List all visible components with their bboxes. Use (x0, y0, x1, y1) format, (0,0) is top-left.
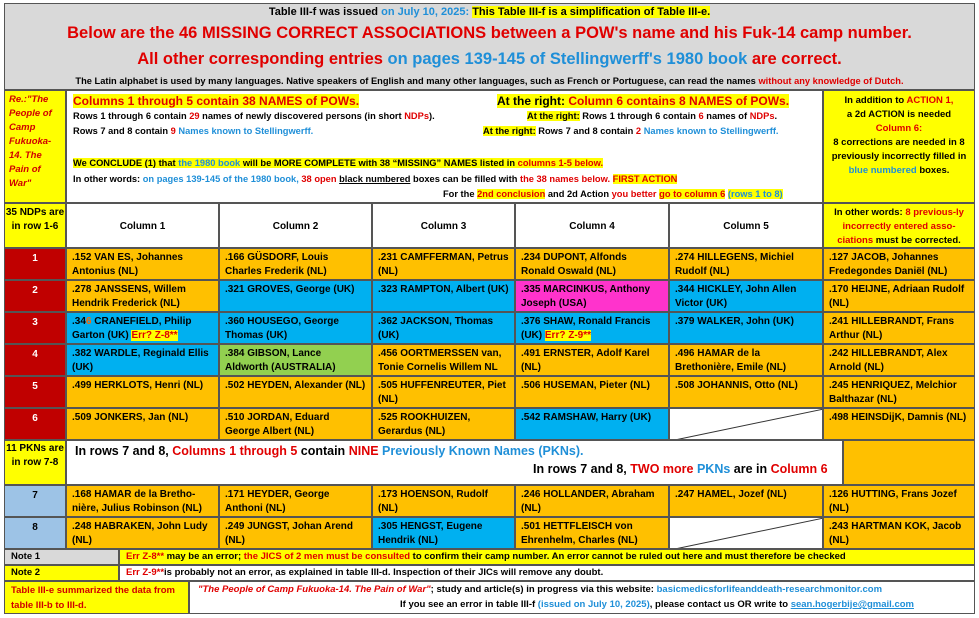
table-cell (66, 312, 219, 344)
table-cell: .382 WARDLE, Reginald Ellis (UK) (66, 344, 219, 376)
cell-part-highlight: 6 (85, 316, 92, 327)
row-number-5: 5 (4, 376, 66, 408)
right-mid-a3: must be corrected. (875, 235, 961, 246)
column-5-header: Column 5 (669, 203, 823, 248)
issue-text: Table III-f was issued (268, 6, 379, 18)
table-cell: .384 GIBSON, Lance Aldworth (AUSTRALIA) (219, 344, 372, 376)
note-1-text (119, 549, 975, 565)
intro-h2: on pages 139-145 of the 1980 book, (142, 174, 299, 184)
table-cell: .278 JANSSENS, Willem Hendrik Frederick (NL) (66, 280, 219, 312)
pkn-b1: In rows 7 and 8, (533, 462, 627, 476)
table-cell: .173 HOENSON, Rudolf (NL) (372, 485, 515, 517)
empty-cell (669, 408, 823, 440)
row-number-8: 8 (4, 517, 66, 549)
pkn-line-a (75, 444, 584, 458)
intro-line-c (73, 111, 435, 121)
note-1-b: may be an error; (166, 551, 242, 562)
footer-b2: (issued on July 10, 2025) (537, 599, 650, 610)
right-top-d: 8 corrections are needed in 8 previously incorrectly filled in (831, 137, 967, 162)
footer-right (189, 581, 975, 614)
intro-f2: Rows 7 and 8 contain (538, 126, 634, 136)
table-cell-col6: .243 HARTMAN KOK, Jacob (NL) (823, 517, 975, 549)
intro-h6: the 38 names below. (519, 174, 611, 184)
line4-part-a: The Latin alphabet is used by many languages. Native speakers of English and many other languages, such as French or Portuguese, can read the names (75, 76, 756, 86)
intro-d5: NDPs (749, 111, 775, 121)
intro-d4: names of (706, 111, 748, 121)
table-cell: .542 RAMSHAW, Harry (UK) (515, 408, 669, 440)
right-top-a1: In addition to (844, 95, 905, 106)
row-number-1: 1 (4, 248, 66, 280)
pkn-b2: TWO more (630, 462, 694, 476)
note-2-text (119, 565, 975, 581)
table-cell: .509 JONKERS, Jan (NL) (66, 408, 219, 440)
intro-i6: (rows 1 to 8) (727, 189, 783, 199)
right-top-e1: blue numbered (848, 165, 917, 176)
intro-i4: you better (611, 189, 657, 199)
table-cell: .362 JACKSON, Thomas (UK) (372, 312, 515, 344)
intro-e1: Rows 7 and 8 contain (73, 126, 169, 136)
pkn-b4: are in (733, 462, 768, 476)
intro-g3: will be MORE COMPLETE with 38 “MISSING” NAMES listed in (242, 158, 516, 168)
right-mid-box (823, 203, 975, 248)
header-title: Below are the 46 MISSING CORRECT ASSOCIATIONS between a POW's name and his Fuk-14 camp number. (67, 24, 912, 42)
intro-b2: Column 6 contains (568, 94, 676, 108)
table-cell: .274 HILLEGENS, Michiel Rudolf (NL) (669, 248, 823, 280)
right-mid-a1: In other words: (834, 207, 903, 218)
table-cell-col6: .126 HUTTING, Frans Jozef (NL) (823, 485, 975, 517)
intro-b1: At the right: (497, 94, 565, 108)
footer-a2: ; study and article(s) in progress via this website: (430, 584, 654, 595)
pkn-line-b (533, 462, 828, 476)
table-cell: .502 HEYDEN, Alexander (NL) (219, 376, 372, 408)
pkn-a4: NINE (348, 444, 379, 458)
error-flag-z8: Err? Z-8** (131, 330, 178, 341)
line3-part-b: on pages 139-145 of Stellingwerff's 1980 book (387, 50, 748, 68)
intro-h3: 38 open (301, 174, 337, 184)
intro-c1: Rows 1 through 6 contain (73, 111, 187, 121)
issue-date: on July 10, 2025: (381, 6, 470, 18)
intro-h4: black numbered (339, 174, 411, 184)
intro-g4: columns 1-5 below. (517, 158, 604, 168)
ndp-label: 35 NDPs are in row 1-6 (4, 203, 66, 248)
line3-part-a: All other corresponding entries (137, 50, 383, 68)
table-cell-col6: .498 HEINSDijK, Damnis (NL) (823, 408, 975, 440)
intro-h5: boxes can be filled with (413, 174, 518, 184)
column-1-header: Column 1 (66, 203, 219, 248)
intro-g1: We CONCLUDE (1) that (73, 158, 176, 168)
intro-h7: FIRST ACTION (612, 174, 678, 184)
intro-i5: go to column 6 (659, 189, 726, 199)
column-2-header: Column 2 (219, 203, 372, 248)
right-top-c: Column 6: (875, 123, 923, 134)
note-2-flag: Err Z-9** (126, 567, 165, 578)
intro-f1: At the right: (483, 126, 536, 136)
footer-b1: If you see an error in table III-f (400, 599, 536, 610)
intro-box (66, 90, 823, 203)
header-box (4, 3, 975, 90)
pkn-a1: In rows 7 and 8, (75, 444, 169, 458)
intro-f4: Names known to Stellingwerff. (643, 126, 779, 136)
intro-a2: 38 NAMES of POWs. (242, 94, 360, 108)
table-cell: .505 HUFFENREUTER, Piet (NL) (372, 376, 515, 408)
table-cell: .379 WALKER, John (UK) (669, 312, 823, 344)
table-cell: .344 HICKLEY, John Allen Victor (UK) (669, 280, 823, 312)
pkn-b5: Column 6 (770, 462, 828, 476)
pkn-a2: Columns 1 through 5 (172, 444, 298, 458)
intro-line-a (73, 94, 359, 108)
pkn-label: 11 PKNs are in row 7-8 (4, 440, 66, 485)
table-cell: .510 JORDAN, Eduard George Albert (NL) (219, 408, 372, 440)
table-cell: .305 HENGST, Eugene Hendrik (NL) (372, 517, 515, 549)
table-cell: .508 JOHANNIS, Otto (NL) (669, 376, 823, 408)
right-mid-a2: 8 previous-ly incorrectly entered asso-ciations (837, 207, 964, 246)
intro-d1: At the right: (527, 111, 580, 121)
email-link[interactable]: sean.hogerbije@gmail.com (790, 599, 914, 610)
table-cell: .360 HOUSEGO, George Thomas (UK) (219, 312, 372, 344)
cell-part: CRANEFIELD, Philip Garton (UK) (72, 316, 192, 341)
intro-line-f (483, 126, 779, 136)
table-cell-col6: .170 HEIJNE, Adriaan Rudolf (NL) (823, 280, 975, 312)
intro-f3: 2 (635, 126, 642, 136)
table-cell: .506 HUSEMAN, Pieter (NL) (515, 376, 669, 408)
right-top-a2: ACTION 1, (906, 95, 954, 106)
error-flag-z9: Err? Z-9** (544, 330, 592, 341)
table-cell (515, 312, 669, 344)
table-cell: .456 OORTMERSSEN van, Tonie Cornelis Willem NL (372, 344, 515, 376)
footer-b3: , please contact us OR write to (649, 599, 789, 610)
intro-c5: ). (429, 111, 435, 121)
cell-part: .376 SHAW, Ronald Francis (UK) (521, 316, 651, 341)
intro-b3: 8 NAMES of POWs. (679, 94, 790, 108)
note-1-flag: Err Z-8** (126, 551, 165, 562)
pkn-right-fill (843, 440, 975, 485)
table-cell: .231 CAMFFERMAN, Petrus (NL) (372, 248, 515, 280)
line3-part-c: are correct. (751, 50, 842, 68)
right-top-e (826, 164, 972, 178)
intro-i2: 2nd conclusion (477, 189, 546, 199)
table-cell-col6: .127 JACOB, Johannes Fredegondes Daniël (NL) (823, 248, 975, 280)
re-box: Re.:"The People of Camp Fukuoka-14. The Pain of War" (4, 90, 66, 203)
simplification-note: This Table III-f is a simplification of Table III-e. (472, 6, 711, 18)
intro-d3: 6 (698, 111, 704, 121)
intro-line-d: At the right: Rows 1 through 6 contain 6 names of NDPs. (527, 111, 778, 121)
empty-cell (669, 517, 823, 549)
row-number-6: 6 (4, 408, 66, 440)
intro-i1: For the (443, 189, 475, 199)
intro-line-b (497, 94, 789, 108)
footer-line-a (198, 584, 882, 595)
intro-line-e (73, 126, 313, 136)
intro-c4: NDPs (404, 111, 429, 121)
note-1-c: the JICS of 2 men must be consulted (243, 551, 411, 562)
right-top-b: a 2d ACTION is needed (846, 109, 952, 120)
table-cell: .321 GROVES, George (UK) (219, 280, 372, 312)
table-cell: .249 JUNGST, Johan Arend (NL) (219, 517, 372, 549)
table-cell: .499 HERKLOTS, Henri (NL) (66, 376, 219, 408)
note-1-d: to confirm their camp number. An error cannot be ruled out here and must therefore be checked (412, 551, 846, 562)
table-cell: .491 ERNSTER, Adolf Karel (NL) (515, 344, 669, 376)
note-2-b: is probably not an error, as explained in table III-d. Inspection of their JICs will remove any doubt. (164, 567, 604, 578)
footer-left: Table III-e summarized the data from table III-b to III-d. (4, 581, 189, 614)
table-cell-col6: .241 HILLEBRANDT, Frans Arthur (NL) (823, 312, 975, 344)
table-cell: .501 HETTFLEISCH von Ehrenhelm, Charles (NL) (515, 517, 669, 549)
table-cell-col6: .242 HILLEBRANDT, Alex Arnold (NL) (823, 344, 975, 376)
table-cell: .171 HEYDER, George Anthoni (NL) (219, 485, 372, 517)
table-cell: .166 GÜSDORF, Louis Charles Frederik (NL) (219, 248, 372, 280)
pkn-b3: PKNs (696, 462, 731, 476)
header-line1 (5, 6, 974, 18)
intro-c2: 29 (189, 111, 200, 121)
intro-h1: In other words: (73, 174, 141, 184)
intro-line-i (443, 189, 783, 199)
row-number-2: 2 (4, 280, 66, 312)
note-1-label: Note 1 (4, 549, 119, 565)
column-4-header: Column 4 (515, 203, 669, 248)
intro-a1: Columns 1 through 5 contain (73, 94, 240, 108)
note-2-label: Note 2 (4, 565, 119, 581)
table-cell: .248 HABRAKEN, John Ludy (NL) (66, 517, 219, 549)
intro-d2: Rows 1 through 6 contain (582, 111, 696, 121)
table-cell: .168 HAMAR de la Bretho-nière, Julius Robinson (NL) (66, 485, 219, 517)
diagonal-line (670, 518, 823, 549)
table-cell: .496 HAMAR de la Brethonière, Emile (NL) (669, 344, 823, 376)
row-number-3: 3 (4, 312, 66, 344)
pkn-text-box (66, 440, 843, 485)
footer-study-title: "The People of Camp Fukuoka-14. The Pain of War" (198, 584, 431, 595)
table-cell: .247 HAMEL, Jozef (NL) (669, 485, 823, 517)
pkn-a5: Previously Known Names (PKNs). (382, 444, 584, 458)
line4-part-b: without any knowledge of Dutch. (758, 76, 904, 86)
table-cell: .234 DUPONT, Alfonds Ronald Oswald (NL) (515, 248, 669, 280)
table-cell: .152 VAN ES, Johannes Antonius (NL) (66, 248, 219, 280)
table-cell-col6: .245 HENRIQUEZ, Melchior Balthazar (NL) (823, 376, 975, 408)
table-cell: .335 MARCINKUS, Anthony Joseph (USA) (515, 280, 669, 312)
right-top-a (826, 94, 972, 108)
footer-line-b (400, 599, 914, 610)
column-3-header: Column 3 (372, 203, 515, 248)
table-cell: .246 HOLLANDER, Abraham (NL) (515, 485, 669, 517)
intro-c3: names of newly discovered persons (in short (202, 111, 402, 121)
intro-line-h (73, 174, 677, 184)
row-number-4: 4 (4, 344, 66, 376)
header-line4 (5, 76, 974, 86)
right-top-f: boxes. (919, 165, 950, 176)
row-number-7: 7 (4, 485, 66, 517)
table-cell: .525 ROOKHUIZEN, Gerardus (NL) (372, 408, 515, 440)
intro-e3: Names known to Stellingwerff. (178, 126, 314, 136)
intro-e2: 9 (170, 126, 176, 136)
website-link[interactable]: basicmedicsforlifeanddeath-researchmonitor.com (656, 584, 883, 595)
table-cell: .323 RAMPTON, Albert (UK) (372, 280, 515, 312)
right-top-box (823, 90, 975, 203)
diagonal-line (670, 409, 823, 440)
header-line3 (5, 50, 974, 69)
cell-part: .34 (72, 316, 86, 327)
intro-g2: the 1980 book (178, 158, 241, 168)
intro-line-g (73, 158, 603, 168)
pkn-a3: contain (300, 444, 346, 458)
intro-i3: and 2d Action (547, 189, 610, 199)
